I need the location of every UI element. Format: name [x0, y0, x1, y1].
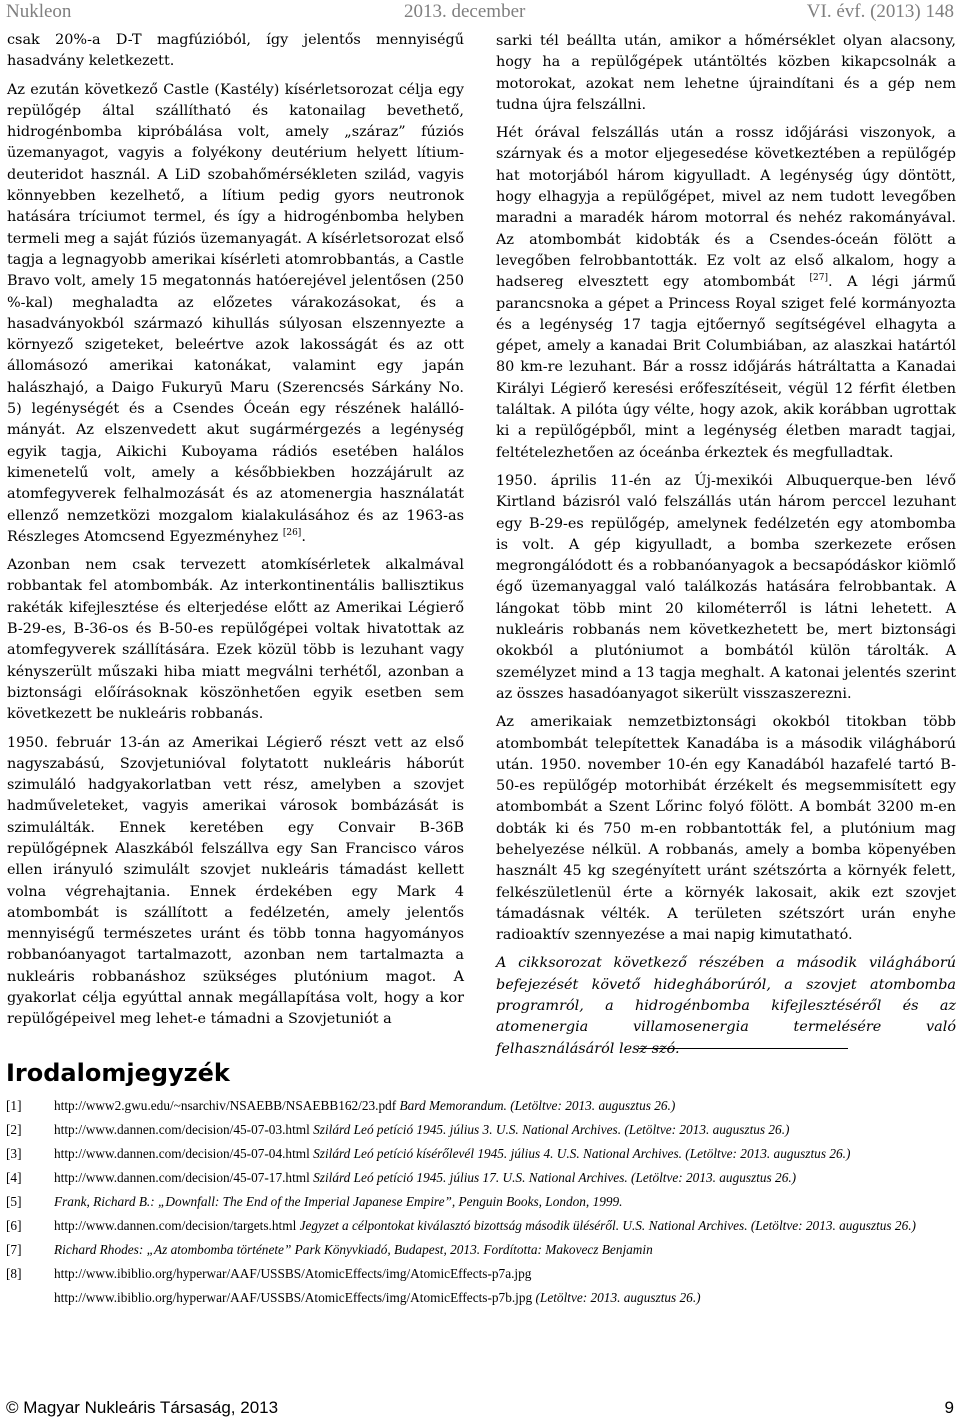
reference-item: [6, 1217, 956, 1234]
reference-link[interactable]: http://www.dannen.com/decision/45-07-03.html: [54, 1122, 310, 1137]
paragraph-text: . A légi jármű parancsnoka a gépet a Princess Royal sziget felé kormányozta és a legénység 17 tagja ejtőernyő segítségével elhagyta a gépet, amely a kanadai Brit Columbiában, az alaszkai határtól 80 km-re lezuhant. Bár a rossz időjárás hátráltatta a Kanadai Királyi Légierő keresési erőfeszítéseit, végül 12 férfit életben találtak. A pilóta úgy vélte, hogy azok, akik korábban ugrottak ki a repülőgépből, mint a legénység életben maradt tagjai, feltételezhetően az óceánba érkeztek és megfulladtak.: [496, 274, 957, 461]
paragraph-text: Hét órával felszállás után a rossz időjárási viszonyok, a szárnyak és a motor eljegesedése következtében a repülőgép hat motorjából három kigyulladt. A legénység úgy döntött, hogy elhagyja a repülőgépet, mivel az nem tudott levegőben maradni a maradék három motorral és nehéz rakományával. Az atombombát kidobták és a Csendes-óceán fölött a levegőben felrobbantották. Ez volt az első alkalom, hogy a hadsereg elvesztett egy atombombát: [496, 125, 956, 291]
reference-item: [6, 1265, 956, 1282]
page-header: [0, 0, 960, 26]
references-list: [6, 1097, 956, 1313]
journal-name: Nukleon: [6, 1, 72, 22]
reference-text: Szilárd Leó petíció 1945. július 3. U.S. National Archives. (Letöltve: 2013. augusztus 26.): [309, 1122, 790, 1137]
reference-text: Richard Rhodes: „Az atombomba története” Park Könyvkiadó, Budapest, 2013. Fordította: Makovecz Benjamin: [54, 1242, 653, 1257]
reference-number: [2]: [6, 1122, 22, 1137]
reference-link[interactable]: http://www2.gwu.edu/~nsarchiv/NSAEBB/NSAEBB162/23.pdf: [54, 1098, 397, 1113]
reference-text: (Letöltve: 2013. augusztus 26.): [532, 1290, 701, 1305]
reference-text: Szilárd Leó petíció kísérőlevél 1945. július 4. U.S. National Archives. (Letöltve: 2013. augusztus 26.): [309, 1146, 851, 1161]
reference-text: Frank, Richard B.: „Downfall: The End of the Imperial Japanese Empire”, Penguin Books, London, 1999.: [54, 1194, 623, 1209]
copyright-notice: © Magyar Nukleáris Társaság, 2013: [6, 1398, 279, 1417]
reference-item: [6, 1241, 956, 1258]
citation-ref[interactable]: [27]: [809, 273, 828, 284]
paragraph: Az ezután következő Castle (Kastély) kísérletsorozat célja egy repülőgép által szállítható és katonailag bevethető, hidrogénbomba kipróbálása volt, amely „száraz” fúziós üzemanyagot, vagyis a folyékony deutérium helyett lítium-deuteridot használ. A LiD szobahőmérsékleten szilád, vagyis könnyebben kezelhető, a lítium pedig gyors neutronok hatására tríciumot termel, és így a hidrogénbomba helyben termeli meg a saját fúziós üzemanyagát. A kísérletsorozat első tagja a legnagyobb amerikai kísérleti atomrobbantás, a Castle Bravo volt, amely 15 megatonnás hatóerejével jelentősen (250 %-kal) meghaladta az előzetes várakozásokat, és a hasadványokból származó kihullás súlyosan elszennyezte a környező szigeteket, beleértve azok lakosságát és az ott állomásozó amerikai katonákat, valamint egy japán halászhajó, a Daigo Fukuryū Maru (Szerencsés Sárkány No. 5) legénységét és a Csendes Óceán egy részének halállómányát. Az elszenvedett akut sugármérgezés a legénység egyik tagja, Aikichi Kuboyama rádiós esetében halálos kimenetelű volt, amely a későbbiekben hozzájárult az atomfegyverek felhalmozását és az atomenergia használatát ellenző nemzetközi mozgalom kialakulásához és az 1963-as Részleges Atomcsend Egyezményhez [26].: [7, 81, 464, 545]
reference-number: [1]: [6, 1098, 22, 1113]
paragraph: 1950. február 13-án az Amerikai Légierő részt vett az első nagyszabású, Szovjetunióval folytatott nukleáris háborút szimuláló hadgyakorlatban vett rész, amelyben a szovjet hadműveleteket, vagyis amerikai városok bombázását is szimulálták. Ennek keretében egy Convair B-36B repülőgépnek Alaszkából felszállva egy San Francisco város ellen irányuló szimulált szovjet nukleáris támadást kellett volna végrehajtania. Ennek érdekében egy Mark 4 atombombát is szállított a fedélzetén, amely jelentős mennyiségű természetes uránt és több tonna hagyományos robbanóanyagot tartalmazott, azonban nem tartalmazta a nukleáris robbanáshoz szükséges plutónium magot. A gyakorlat célja egyúttal annak megállapítása volt, hogy a kor repülőgépeivel meg lehet-e támadni a Szovjetuniót a: [7, 734, 464, 1028]
reference-item: [6, 1289, 956, 1306]
volume-page: VI. évf. (2013) 148: [806, 1, 954, 22]
reference-number: [8]: [6, 1266, 22, 1281]
series-note: A cikksorozat következő részében a második világháború befejezését követő hidegháborúról, a szovjet atombomba programról, a hidrogénbomba kifejlesztéséről és az atomenergia villamosenergia termelésére való felhasználásáról lesz szó.: [496, 955, 956, 1057]
reference-item: [6, 1193, 956, 1210]
section-divider: [638, 1048, 848, 1049]
reference-link[interactable]: http://www.dannen.com/decision/45-07-04.html: [54, 1146, 310, 1161]
reference-number: [7]: [6, 1242, 22, 1257]
citation-ref[interactable]: [26]: [282, 527, 302, 538]
reference-link[interactable]: http://www.ibiblio.org/hyperwar/AAF/USSBS/AtomicEffects/img/AtomicEffects-p7b.jpg: [54, 1290, 533, 1305]
paragraph: csak 20%-a D-T magfúzióból, így jelentős mennyiségű hasadvány keletkezett.: [7, 32, 464, 70]
reference-link[interactable]: http://www.ibiblio.org/hyperwar/AAF/USSBS/AtomicEffects/img/AtomicEffects-p7a.jpg: [54, 1266, 532, 1281]
page-number: 9: [944, 1398, 954, 1417]
reference-item: [6, 1097, 956, 1114]
paragraph: sarki tél beállta után, amikor a hőmérséklet olyan alacsony, hogy ha a repülőgépek utántöltés közben kikapcsolnák a motorokat, azokat nem lehetne újraindítani és a gép nem tudna újra felszállni.: [496, 33, 956, 113]
reference-number: [6]: [6, 1218, 22, 1233]
reference-text: Bard Memorandum. (Letöltve: 2013. augusztus 26.): [396, 1098, 676, 1113]
reference-text: Szilárd Leó petíció 1945. július 17. U.S. National Archives. (Letöltve: 2013. augusztus 26.): [309, 1170, 797, 1185]
paragraph: 1950. április 11-én az Új-mexikói Albuquerque-ben lévő Kirtland bázisról való felszállás után három perccel lezuhant egy B-29-es repülőgép, amelynek fedélzetén egy atombomba is volt. A gép kigyulladt, a bomba szerkezete erősen megrongálódott és a robbanóanyagok a becsapódáskor kiömlő égő üzemanyaggal való találkozás hatására felrobbantak. A lángokat több mint 20 kilométerről is látni lehetett. A nukleáris robbanás nem következhetett be, mert biztonsági okokból a plutóniumot a bombától külön tárolták. A személyzet mind a 13 tagja meghalt. A katonai jelentés szerint az összes hasadóanyagot sikerült visszaszerezni.: [496, 472, 956, 702]
reference-number: [3]: [6, 1146, 22, 1161]
reference-link[interactable]: http://www.dannen.com/decision/targets.html: [54, 1218, 297, 1233]
reference-number: [4]: [6, 1170, 22, 1185]
paragraph: Azonban nem csak tervezett atomkísérletek alkalmával robbantak fel atombombák. Az interkontinentális ballisztikus rakéták kifejlesztése és elterjedése előtt az Amerikai Légierő B-29-es, B-36-os és B-50-es repülőgépei voltak hivatottak az atomfegyverek szállítására. Ezek közül több is lezuhant vagy kényszerült műszaki hiba miatt megválni terhétől, azonban a biztonsági előírásoknak köszönhetően egyik esetben sem következett be nukleáris robbanás.: [7, 557, 464, 723]
reference-link[interactable]: http://www.dannen.com/decision/45-07-17.html: [54, 1170, 310, 1185]
paragraph: Az amerikaiak nemzetbiztonsági okokból titokban több atombombát telepítettek Kanadába is a második világháború után. 1950. november 10-én egy Kanadából hazafelé tartó B-50-es repülőgép motorhibát érzékelt és megsemmisített egy atombombát a Szent Lőrinc folyó fölött. A bombát 3200 m-en dobták ki és 750 m-en robbantották fel, a plutónium mag behelyezése nélkül. A robbanás, amely a bomba köpenyében használt 45 kg szegényített uránt szétszórta a környék felett, felkészületlenül érte a környék lakosait, akik ezt szovjet támadásnak vélték. A területen szétszórt urán enyhe radioaktív szennyezése a mai napig kimutatható.: [496, 714, 956, 944]
issue-date: 2013. december: [404, 1, 526, 22]
page-footer: [0, 1398, 960, 1420]
reference-item: [6, 1169, 956, 1186]
references-title: Irodalomjegyzék: [6, 1059, 230, 1087]
left-column: [7, 30, 464, 1038]
reference-item: [6, 1145, 956, 1162]
paragraph: [496, 123, 956, 464]
reference-item: [6, 1121, 956, 1138]
paragraph-text: Az ezután következő Castle (Kastély) kísérletsorozat célja egy repülőgép által szállítható és katonailag bevethető, hidrogénbomba kipróbálása volt, amely „száraz” fúziós üzemanyagot, vagyis a folyékony deutérium helyett lítium-deuteridot használ. A LiD szobahőmérsékleten szilád, vagyis könnyebben kezelhető, a lítium pedig gyors neutronok hatására tríciumot termel, és így a hidrogénbomba helyben termeli meg a saját fúziós üzemanyagát. A kísérletsorozat első tagja a legnagyobb amerikai kísérleti atomrobbantás, a Castle Bravo volt, amely 15 megatonnás hatóerejével jelentősen (250 %-kal) meghaladta az előzetes várakozásokat, és a hasadványokból származó kihullás súlyosan elszennyezte a környező szigeteket, beleértve azok lakosságát és az ott állomásozó amerikai katonákat, valamint egy japán halászhajó, a Daigo Fukuryū Maru (Szerencsés Sárkány No. 5) legénységét és a Csendes Óceán egy részének halállómányát. Az elszenvedett akut sugármérgezés a legénység egyik tagja, Aikichi Kuboyama rádiós esetében halálos kimenetelű volt, amely a későbbiekben hozzájárult az atomfegyverek felhalmozását és az atomenergia használatát ellenző nemzetközi mozgalom kialakulásához és az 1963-as Részleges Atomcsend Egyezményhez: [7, 81, 464, 545]
reference-number: [5]: [6, 1194, 22, 1209]
right-column: [496, 31, 956, 1067]
reference-text: Jegyzet a célpontokat kiválasztó bizottság második üléséről. U.S. National Archives. (Letöltve: 2013. augusztus 26.): [296, 1218, 916, 1233]
